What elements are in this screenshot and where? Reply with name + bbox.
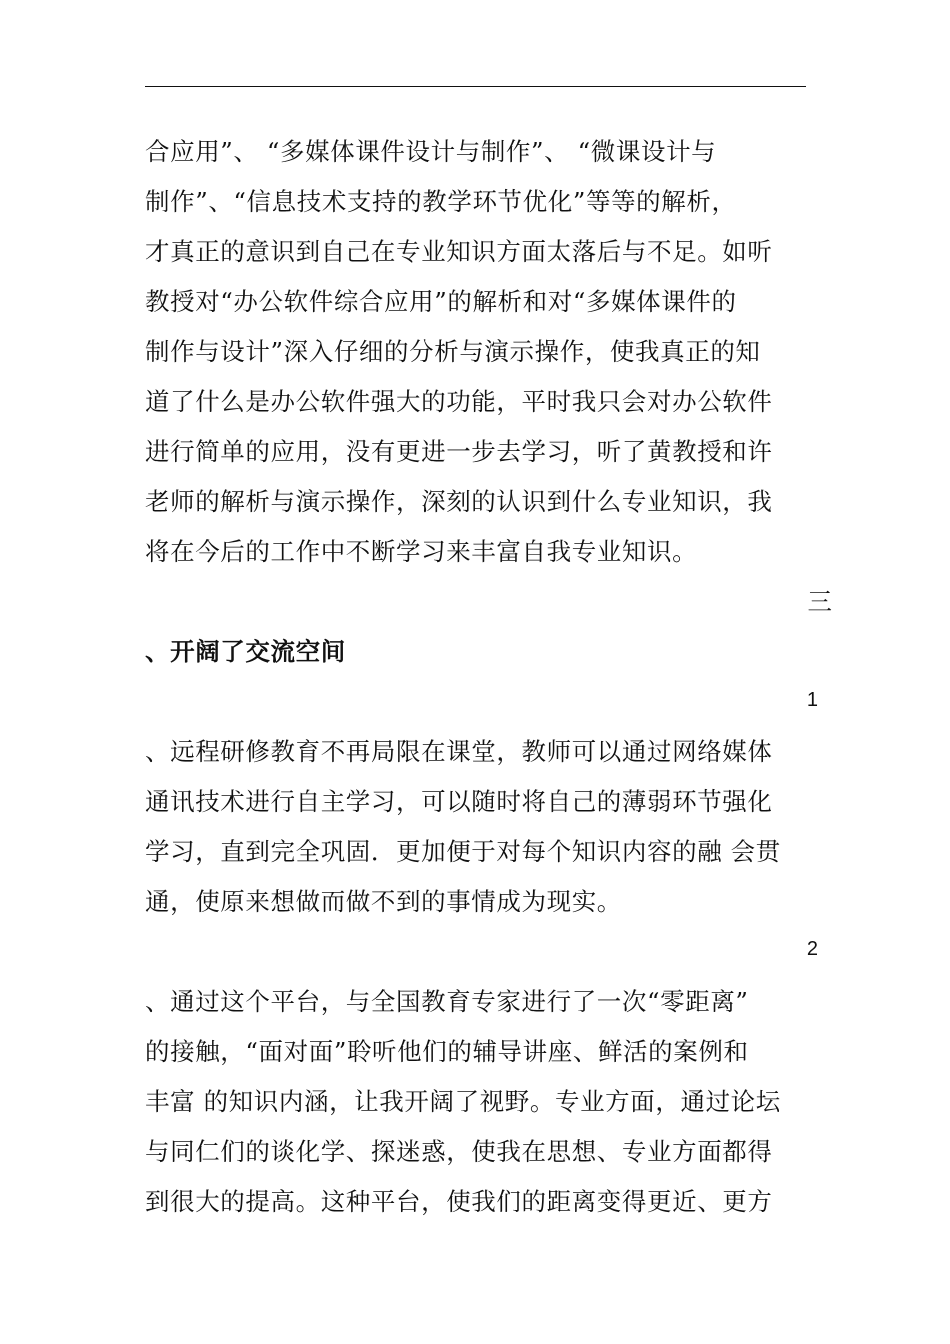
- item-number: 2: [806, 938, 818, 960]
- body-line: 丰富 的知识内涵，让我开阔了视野。专业方面，通过论坛: [145, 1087, 781, 1116]
- section-number: 三: [807, 587, 832, 616]
- body-line: 道了什么是办公软件强大的功能，平时我只会对办公软件: [145, 387, 773, 416]
- body-line: 与同仁们的谈化学、探迷惑，使我在思想、专业方面都得: [145, 1137, 773, 1166]
- body-line: 才真正的意识到自己在专业知识方面太落后与不足。如听: [145, 237, 773, 266]
- body-line: 、远程研修教育不再局限在课堂，教师可以通过网络媒体: [145, 737, 773, 766]
- body-line: 学习，直到完全巩固．更加便于对每个知识内容的融 会贯: [145, 837, 781, 866]
- item-number: 1: [806, 689, 818, 711]
- section-heading: 、开阔了交流空间: [145, 637, 346, 666]
- body-line: 通讯技术进行自主学习，可以随时将自己的薄弱环节强化: [145, 787, 773, 816]
- body-line: 进行简单的应用，没有更进一步去学习，听了黄教授和许: [145, 437, 773, 466]
- body-line: 老师的解析与演示操作，深刻的认识到什么专业知识，我: [145, 487, 773, 516]
- body-line: 、通过这个平台，与全国教育专家进行了一次“零距离”: [145, 987, 749, 1016]
- body-line: 到很大的提高。这种平台，使我们的距离变得更近、更方: [145, 1187, 773, 1216]
- body-line: 教授对“办公软件综合应用”的解析和对“多媒体课件的: [145, 287, 737, 316]
- body-line: 通，使原来想做而做不到的事情成为现实。: [145, 887, 622, 916]
- header-rule: [145, 86, 806, 87]
- body-line: 制作”、“信息技术支持的教学环节优化”等等的解析，: [145, 187, 737, 216]
- body-line: 的接触，“面对面”聆听他们的辅导讲座、鲜活的案例和: [145, 1037, 749, 1066]
- body-line: 将在今后的工作中不断学习来丰富自我专业知识。: [145, 537, 698, 566]
- body-line: 合应用”、 “多媒体课件设计与制作”、 “微课设计与: [145, 137, 717, 166]
- body-line: 制作与设计”深入仔细的分析与演示操作，使我真正的知: [145, 337, 761, 366]
